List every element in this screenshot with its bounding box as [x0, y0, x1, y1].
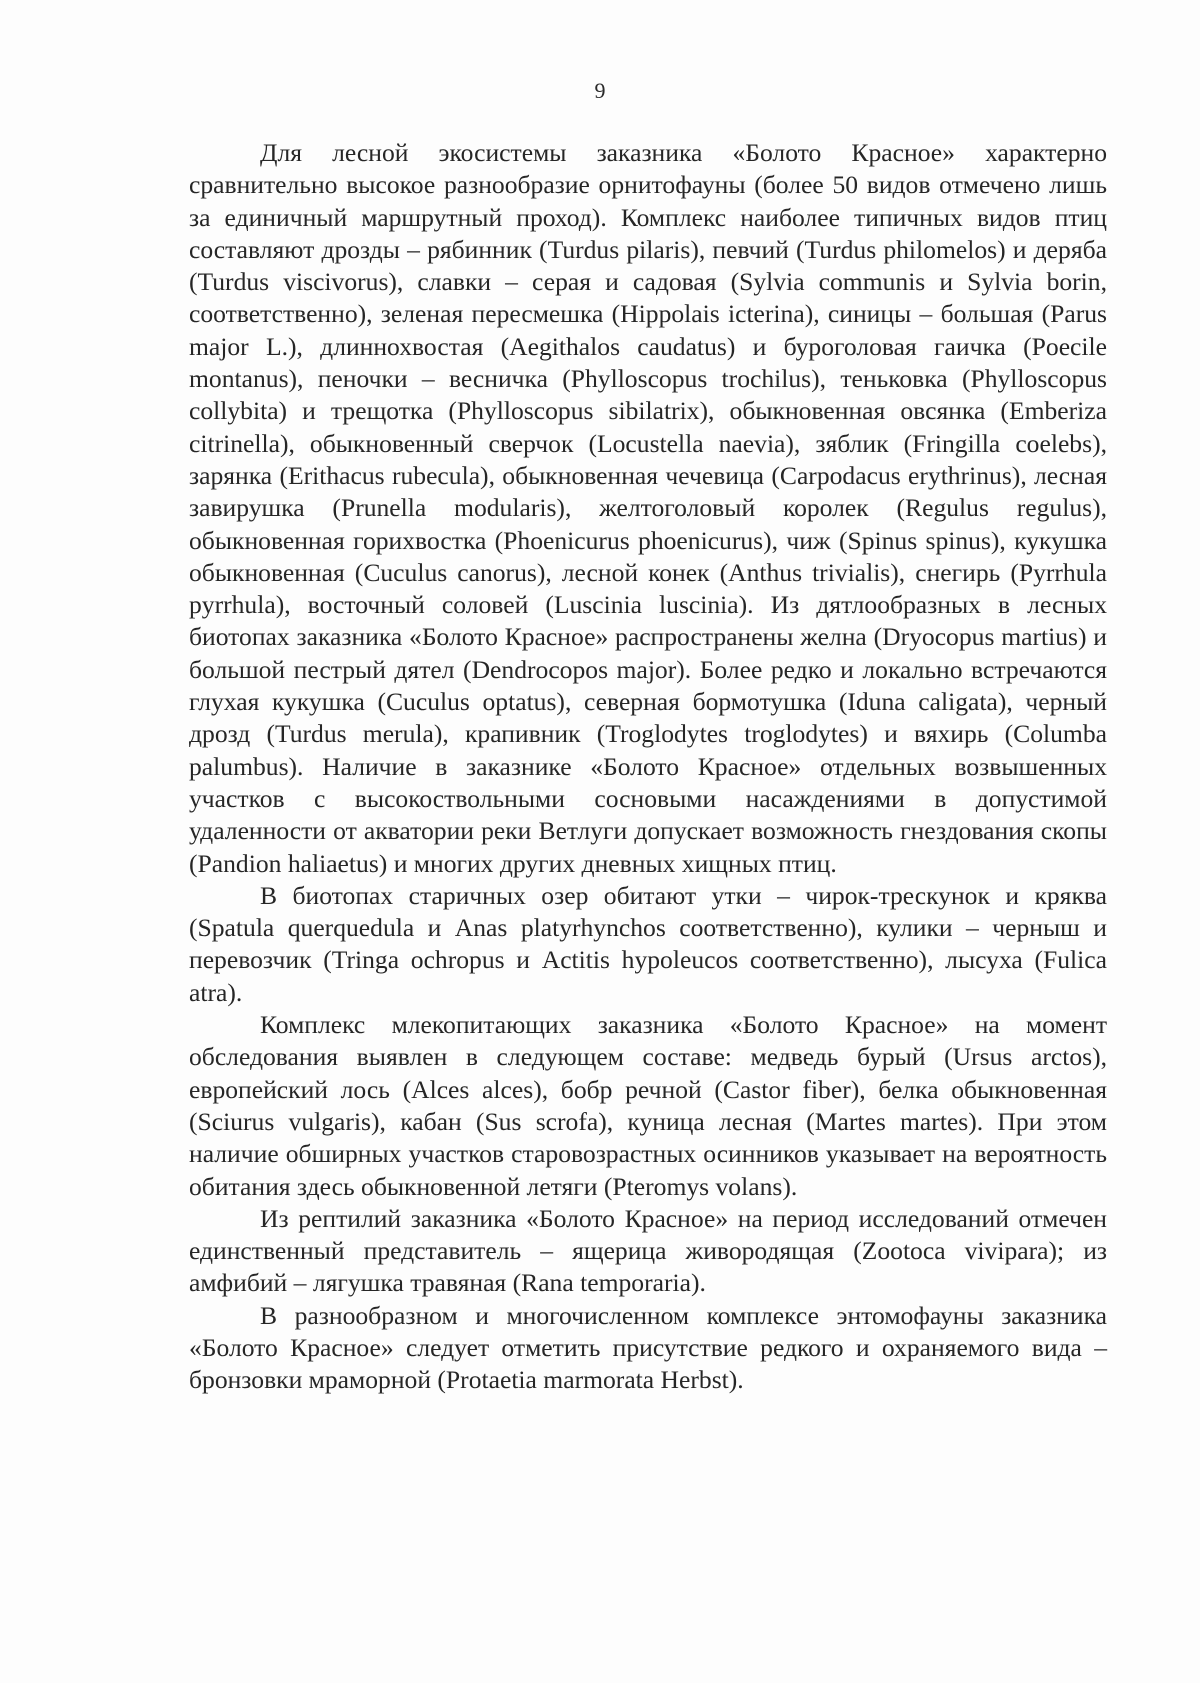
- paragraph-birds-forest: Для лесной экосистемы заказника «Болото Красное» характерно сравнительно высокое разнообразие орнитофауны (более 50 видов отмечено лишь за единичный маршрутный проход). Комплекс наиболее типичных видов птиц составляют дрозды – рябинник (Turdus pilaris), певчий (Turdus philomelos) и деряба (Turdus viscivorus), славки – серая и садовая (Sylvia communis и Sylvia borin, соответственно), зеленая пересмешка (Hippolais icterina), синицы – большая (Parus major L.), длиннохвостая (Aegithalos caudatus) и буроголовая гаичка (Poecile montanus), пеночки – весничка (Phylloscopus trochilus), теньковка (Phylloscopus collybita) и трещотка (Phylloscopus sibilatrix), обыкновенная овсянка (Emberiza citrinella), обыкновенный сверчок (Locustella naevia), зяблик (Fringilla coelebs), зарянка (Erithacus rubecula), обыкновенная чечевица (Carpodacus erythrinus), лесная завирушка (Prunella modularis), желтоголовый королек (Regulus regulus), обыкновенная горихвостка (Phoenicurus phoenicurus), чиж (Spinus spinus), кукушка обыкновенная (Cuculus canorus), лесной конек (Anthus trivialis), снегирь (Pyrrhula pyrrhula), восточный соловей (Luscinia luscinia). Из дятлообразных в лесных биотопах заказника «Болото Красное» распространены желна (Dryocopus martius) и большой пестрый дятел (Dendrocopos major). Более редко и локально встречаются глухая кукушка (Cuculus optatus), северная бормотушка (Iduna caligata), черный дрозд (Turdus merula), крапивник (Troglodytes troglodytes) и вяхирь (Columba palumbus). Наличие в заказнике «Болото Красное» отдельных возвышенных участков с высокоствольными сосновыми насаждениями в допустимой удаленности от акватории реки Ветлуги допускает возможность гнездования скопы (Pandion haliaetus) и многих других дневных хищных птиц.: [189, 138, 1107, 878]
- paragraph-birds-lakes: В биотопах старичных озер обитают утки – чирок-трескунок и кряква (Spatula querquedula и Anas platyrhynchos соответственно), кулики – черныш и перевозчик (Tringa ochropus и Actitis hypoleucos соответственно), лысуха (Fulica atra).: [189, 880, 1107, 1007]
- page-number: 9: [594, 78, 606, 103]
- paragraph-entomofauna: В разнообразном и многочисленном комплексе энтомофауны заказника «Болото Красное» следует отметить присутствие редкого и охраняемого вида – бронзовки мраморной (Protaetia marmorata Herbst).: [189, 1300, 1107, 1395]
- body-text: [189, 137, 1107, 1397]
- paragraph-reptiles-amphibians: Из рептилий заказника «Болото Красное» на период исследований отмечен единственный представитель – ящерица живородящая (Zootoca vivipara); из амфибий – лягушка травяная (Rana temporaria).: [189, 1203, 1107, 1298]
- paragraph-mammals: Комплекс млекопитающих заказника «Болото Красное» на момент обследования выявлен в следующем составе: медведь бурый (Ursus arctos), европейский лось (Alces alces), бобр речной (Castor fiber), белка обыкновенная (Sciurus vulgaris), кабан (Sus scrofa), куница лесная (Martes martes). При этом наличие обширных участков старовозрастных осинников указывает на вероятность обитания здесь обыкновенной летяги (Pteromys volans).: [189, 1010, 1107, 1201]
